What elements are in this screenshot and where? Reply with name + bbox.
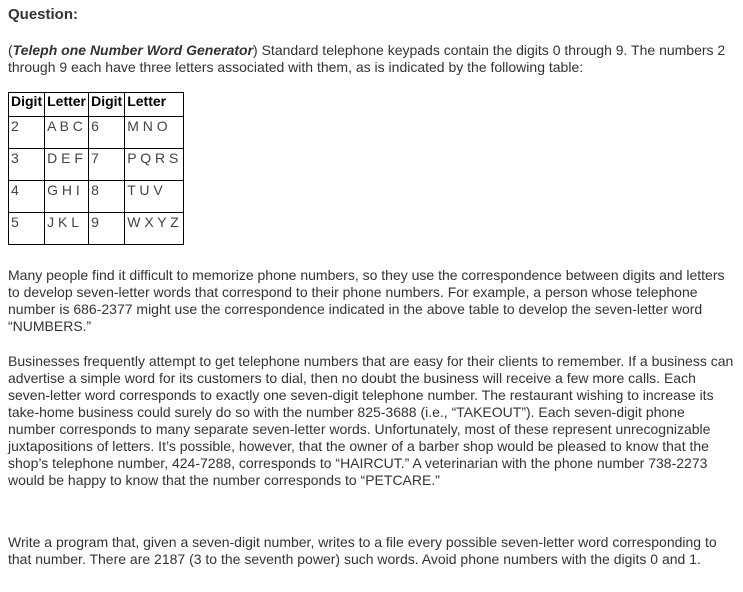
table-row (9, 117, 184, 149)
table-cell: 7 (89, 149, 125, 181)
header-digit-2: Digit (89, 93, 125, 117)
table-cell: 2 (9, 117, 45, 149)
table-cell: 3 (9, 149, 45, 181)
table-cell: 9 (89, 213, 125, 245)
table-cell: P Q R S (125, 149, 184, 181)
intro-text: ) Standard telephone keypads contain the digits 0 through 9. The numbers 2 through 9 each have three letters associated with them, as is indicated by the following table: (8, 42, 726, 75)
problem-title: Teleph one Number Word Generator (12, 42, 254, 58)
table-row (9, 213, 184, 245)
intro-open-paren: ( (8, 42, 13, 58)
table-cell: D E F (45, 149, 89, 181)
header-digit-1: Digit (9, 93, 45, 117)
table-cell: J K L (45, 213, 89, 245)
table-cell: 6 (89, 117, 125, 149)
table-cell: W X Y Z (125, 213, 184, 245)
table-cell: T U V (125, 181, 184, 213)
table-row (9, 181, 184, 213)
header-letter-2: Letter (125, 93, 184, 117)
intro-paragraph (8, 42, 734, 76)
numbers-words-paragraph: Many people find it difficult to memorize phone numbers, so they use the correspondence between digits and letters to develop seven-letter words that correspond to their phone numbers. For example, a person whose telephone number is 686-2377 might use the correspondence indicated in the above table to develop the seven-letter word “NUMBERS.” (8, 267, 725, 334)
header-letter-1: Letter (45, 93, 89, 117)
keypad-table (8, 92, 184, 245)
table-cell: 8 (89, 181, 125, 213)
table-cell: M N O (125, 117, 184, 149)
table-row (9, 149, 184, 181)
task-paragraph: Write a program that, given a seven-digit number, writes to a file every possible seven-letter word corresponding to that number. There are 2187 (3 to the seventh power) such words. Avoid phone numbers with the digits 0 and 1. (8, 534, 717, 567)
table-cell: G H I (45, 181, 89, 213)
table-cell: A B C (45, 117, 89, 149)
business-paragraph: Businesses frequently attempt to get telephone numbers that are easy for their clients to remember. If a business can advertise a simple word for its customers to dial, then no doubt the business will receive a few more calls. Each seven-letter word corresponds to exactly one seven-digit telephone number. The restaurant wishing to increase its take-home business could surely do so with the number 825-3688 (i.e., “TAKEOUT”). Each seven-digit phone number corresponds to many separate seven-letter words. Unfortunately, most of these represent unrecognizable juxtapositions of letters. It’s possible, however, that the owner of a barber shop would be pleased to know that the shop’s telephone number, 424-7288, corresponds to “HAIRCUT.” A veterinarian with the phone number 738-2273 would be happy to know that the number corresponds to “PETCARE.” (8, 353, 734, 488)
question-heading: Question: (8, 6, 78, 23)
table-header-row (9, 93, 184, 117)
table-cell: 4 (9, 181, 45, 213)
table-cell: 5 (9, 213, 45, 245)
